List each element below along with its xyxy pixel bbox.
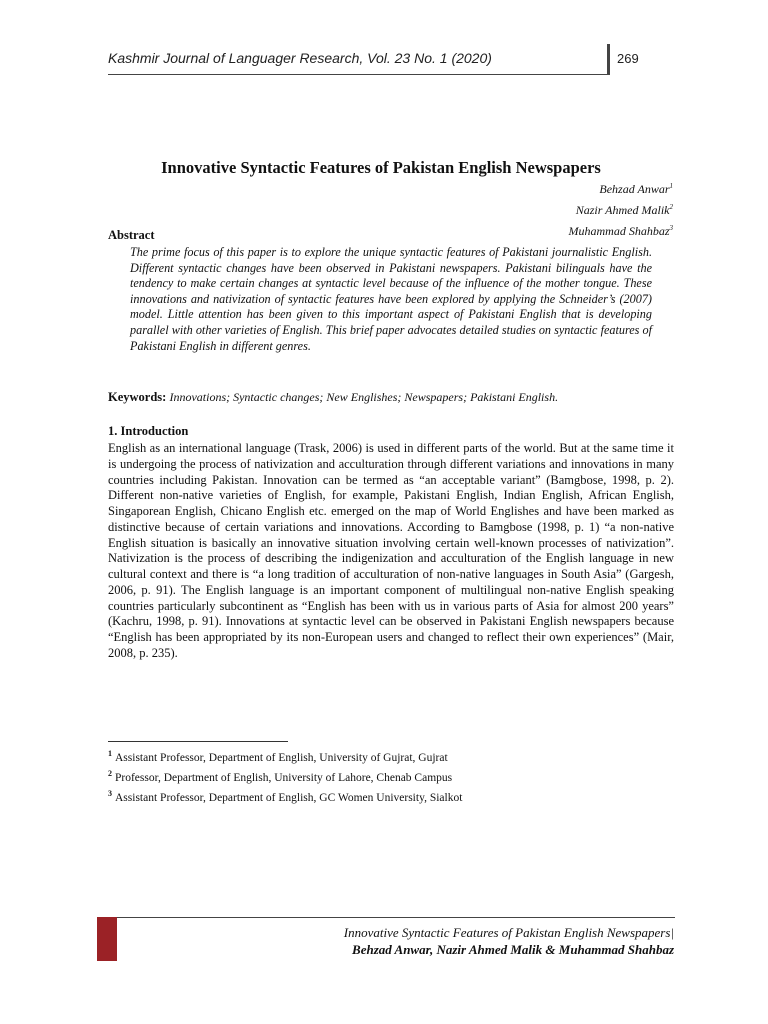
author-entry [569,219,674,240]
author-mark: 2 [669,203,673,211]
abstract-text: The prime focus of this paper is to explore the unique syntactic features of Pakistani journalistic English. Different syntactic changes have been observed in Pakistani newspapers. Pakistani bilinguals have the tendency to make certain changes at syntactic level because of the influence of the mother tongue. These innovations and nativization of syntactic features have been explored by applying the Schneider’s (2007) model. Little attention has been given to this important aspect of Pakistani English that is developing parallel with other varieties of English. This brief paper advocates detailed studies on syntactic features of Pakistani English in different genres. [130,245,652,353]
footnote [108,766,462,786]
author-entry [569,198,674,219]
paper-title: Innovative Syntactic Features of Pakistan English Newspapers [161,158,601,177]
footer-authors: Behzad Anwar, Nazir Ahmed Malik & Muhammad Shahbaz [352,942,674,957]
footnote-mark: 2 [108,768,112,778]
footer-rule [97,917,675,918]
author-name: Behzad Anwar [599,182,670,196]
footnote-mark: 3 [108,788,112,798]
header-divider [607,44,610,74]
keywords [108,390,668,405]
author-list [569,177,674,240]
author-name: Nazir Ahmed Malik [575,203,670,217]
author-name: Muhammad Shahbaz [568,224,670,238]
author-mark: 3 [669,224,673,232]
footnote-mark: 1 [108,749,112,758]
author-mark: 1 [669,182,673,190]
footnote [108,786,462,806]
footer-title: Innovative Syntactic Features of Pakistan English Newspapers| [343,925,674,940]
author-entry [569,177,674,198]
page-number: 269 [617,51,639,66]
running-header-journal: Kashmir Journal of Languager Research, Vol. 23 No. 1 (2020) [108,50,492,66]
running-footer [344,924,674,958]
header-rule [108,74,610,75]
keywords-label: Keywords: [108,390,167,404]
footer-accent-block [97,917,117,961]
introduction-text: English as an international language (Trask, 2006) is used in different parts of the world. But at the same time it is undergoing the process of nativization and acculturation through different variations and innovations in many countries including Pakistan. Innovation can be termed as “an acceptable variant” (Bamgbose, 1998, p. 2). Different non-native varieties of English, for example, Pakistani English, Indian English, African English, Singaporean English, Chicano English etc. emerged on the map of World Englishes and have been marked as distinctive because of certain variations and innovations. According to Bamgbose (1998, p. 1) “a non-native English situation is basically an innovative situation involving certain well-known processes of nativization”. Nativization is the process of describing the indigenization and acculturation of the English language in new cultural context and there is “a long tradition of acculturation of non-native languages in South Asia” (Gargesh, 2006, p. 91). The English language is an important component of multilingual non-native English speaking countries particularly subcontinent as “English has been with us in various parts of Asia for almost 200 years” (Kachru, 1998, p. 91). Innovations at syntactic level can be observed in Pakistani English newspapers because “English has been appropriated by its non-European users and changed to reflect their own experiences” (Mair, 2008, p. 235). [108,441,674,660]
footnotes [108,746,462,805]
footnote [108,746,462,766]
abstract-heading: Abstract [108,228,155,242]
keywords-text: Innovations; Syntactic changes; New Englishes; Newspapers; Pakistani English. [169,390,559,404]
footnote-rule [108,741,288,742]
section-heading-introduction: 1. Introduction [108,424,189,438]
footnote-text: Assistant Professor, Department of English, GC Women University, Sialkot [115,791,463,804]
footnote-text: Assistant Professor, Department of English, University of Gujrat, Gujrat [115,751,448,764]
footnote-text: Professor, Department of English, University of Lahore, Chenab Campus [115,771,453,784]
